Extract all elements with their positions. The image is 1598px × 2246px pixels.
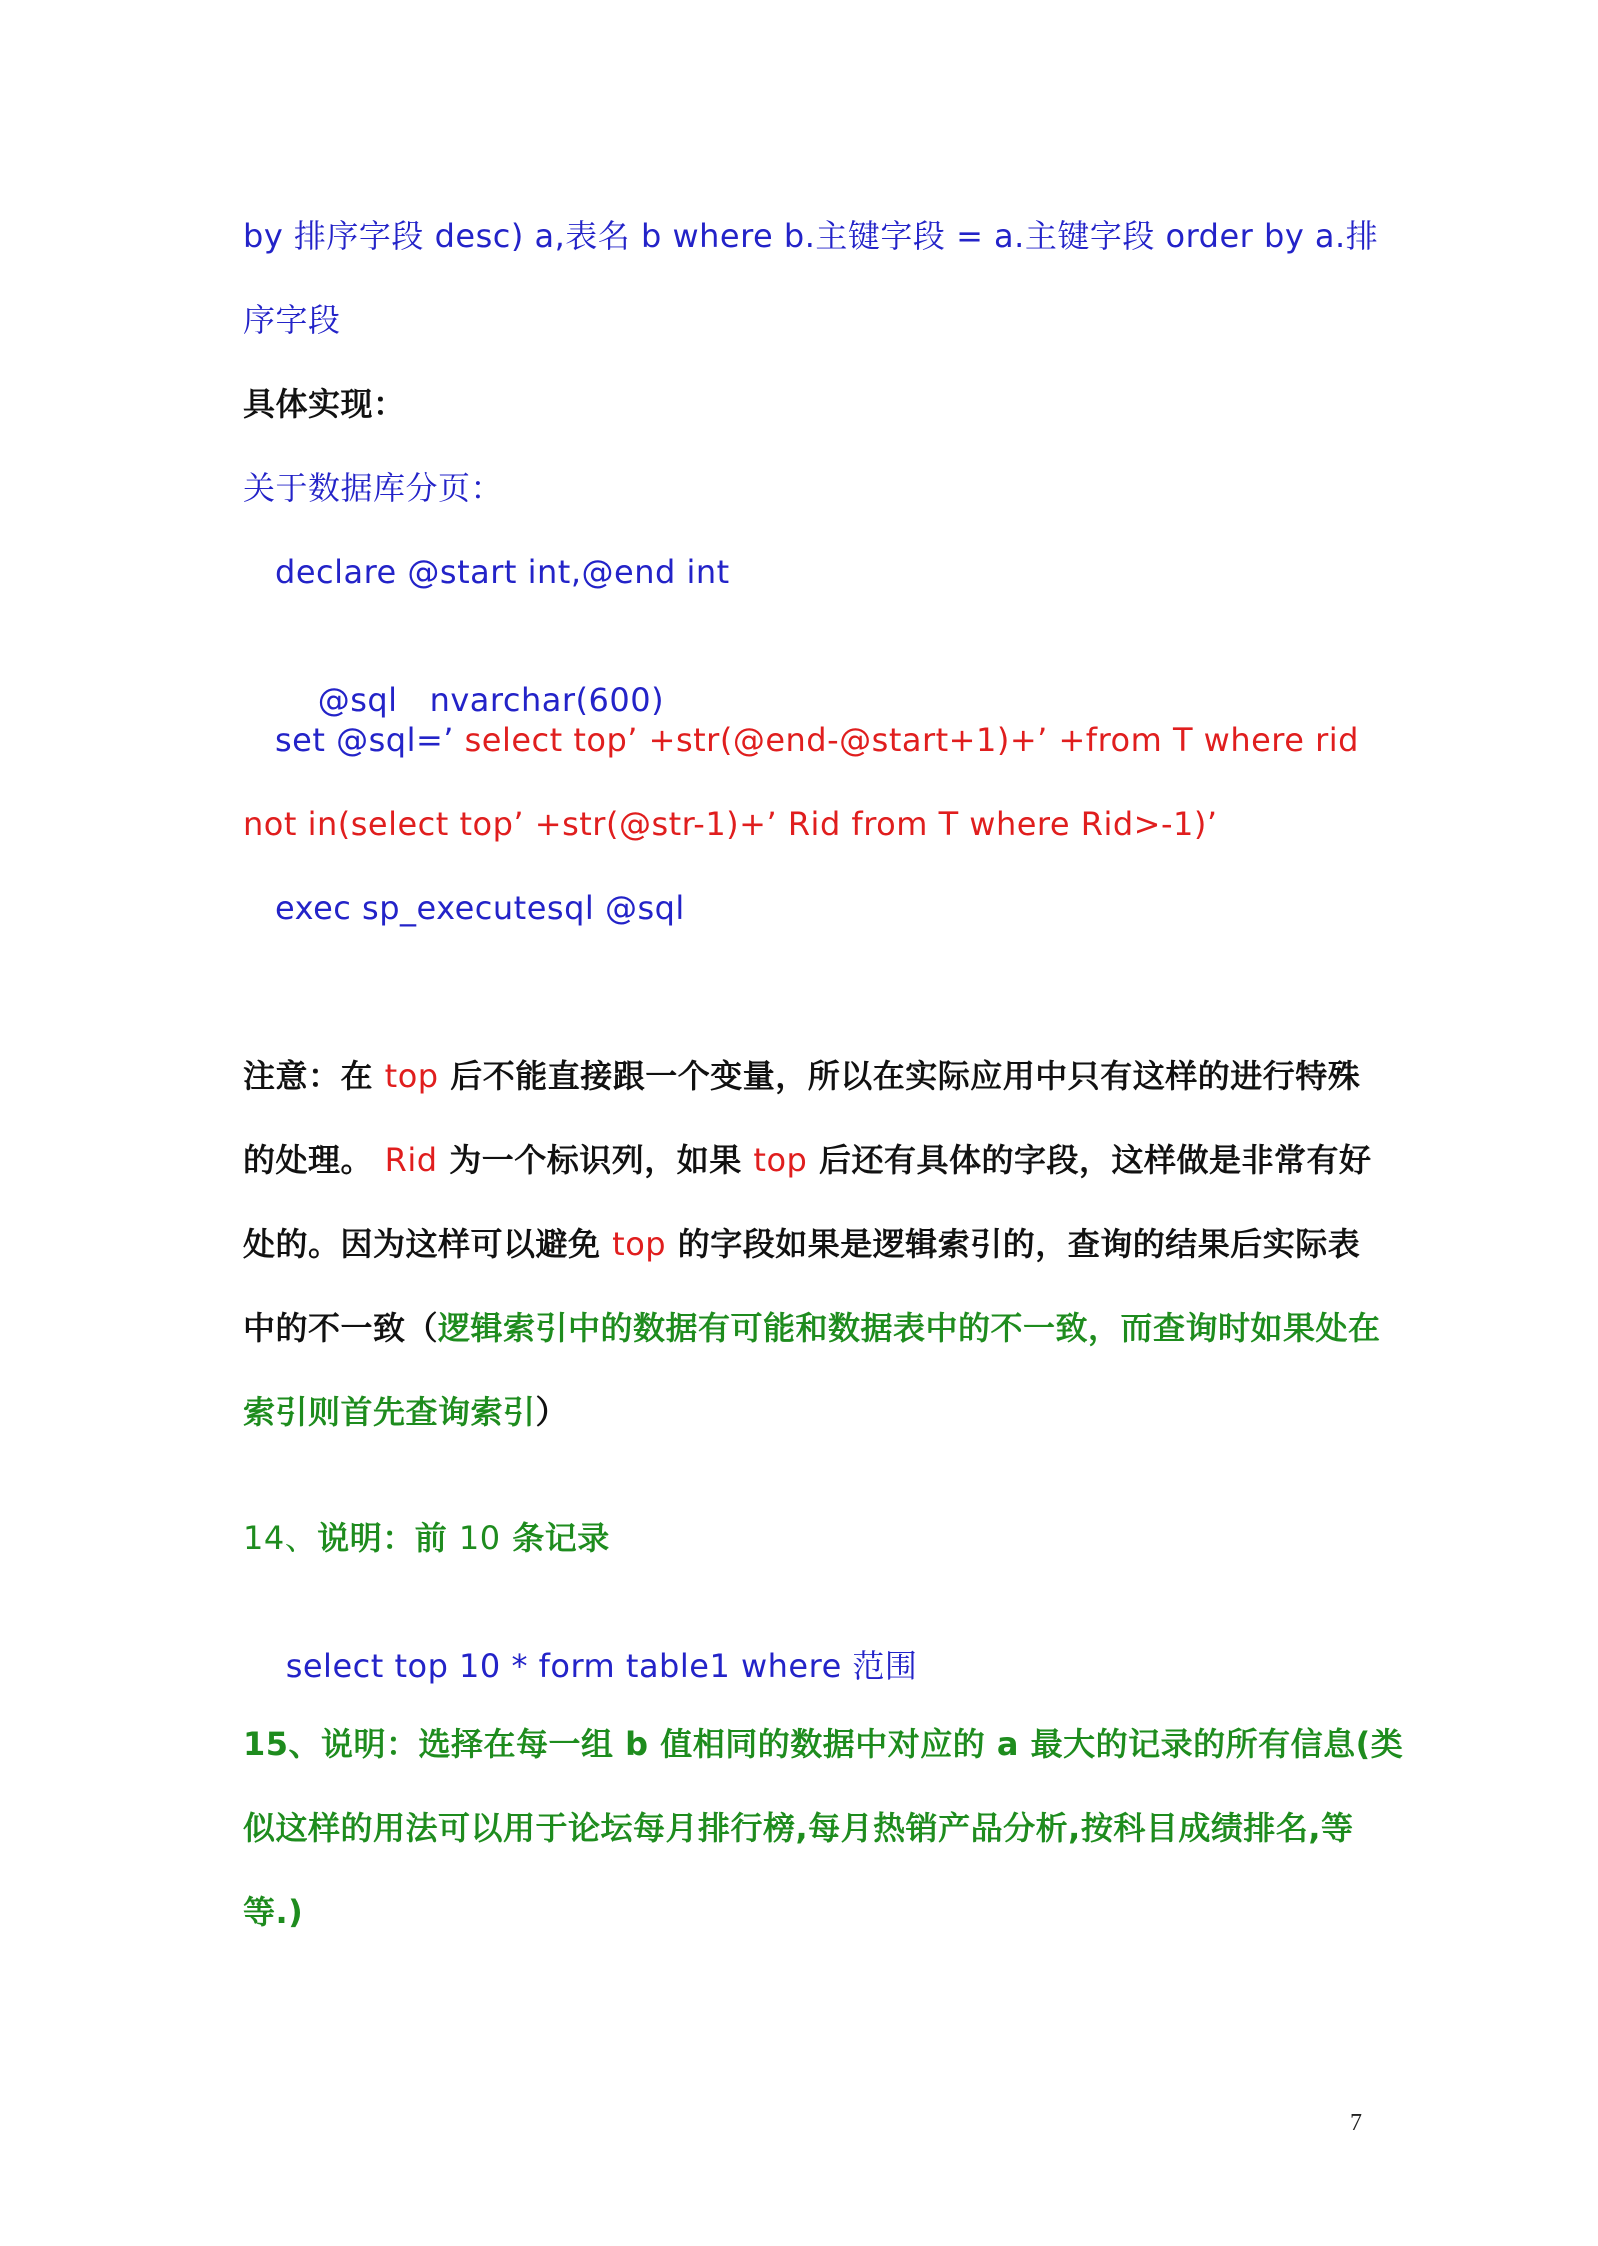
- note-line-1: [243, 1054, 1363, 1098]
- code-set-continuation-line: [243, 802, 1363, 846]
- code-set-expression: +str(@end-@start+1)+’: [648, 721, 1048, 759]
- db-paging-heading-text: 关于数据库分页：: [243, 469, 504, 507]
- code-sql-var-text: @sql nvarchar(600): [317, 681, 665, 719]
- note-text: 中的不一致（: [243, 1309, 439, 1347]
- item-14-number: 14、: [243, 1519, 318, 1557]
- code-continuation-string-1: not in(select top’: [243, 805, 525, 843]
- item-15-line-3: [243, 1890, 1363, 1934]
- sql-continuation-text: by 排序字段 desc) a,表名 b where b.主键字段 = a.主键字段 order by a.排: [243, 217, 1379, 255]
- note-line-4: [243, 1306, 1381, 1350]
- code-set-line: [275, 718, 1363, 762]
- code-declare-text: declare @start int,@end int: [275, 553, 730, 591]
- item-15-text: 等.): [243, 1893, 304, 1931]
- note-line-5: [243, 1390, 1363, 1434]
- note-line-2: [243, 1138, 1372, 1182]
- item-14-code-text: select top 10 * form table1 where 范围: [285, 1647, 918, 1685]
- item-15-text: 15、说明：选择在每一组 b 值相同的数据中对应的 a 最大的记录的所有信息(类: [243, 1725, 1404, 1763]
- item-15-line-2: [243, 1806, 1363, 1850]
- item-14-count: 10: [458, 1519, 501, 1557]
- code-set-string-1: select top’: [464, 721, 638, 759]
- note-text: 的处理。: [243, 1141, 374, 1179]
- code-set-string-2: +from T where rid: [1058, 721, 1359, 759]
- code-declare-line: [275, 550, 1363, 594]
- note-text: 后还有具体的字段，这样做是非常有好: [818, 1141, 1372, 1179]
- note-keyword-top: top: [612, 1225, 667, 1263]
- item-14-code-line: [243, 1600, 1363, 1732]
- code-set-prefix: set @sql=’: [275, 721, 454, 759]
- sql-continuation-line-2: [243, 298, 1363, 342]
- note-text: ）: [535, 1393, 569, 1431]
- item-14-heading-rest: 条记录: [512, 1519, 610, 1557]
- note-text: 为一个标识列，如果: [449, 1141, 742, 1179]
- db-paging-heading: [243, 466, 1363, 510]
- note-text: 注意：在: [243, 1057, 374, 1095]
- note-text: 的字段如果是逻辑索引的，查询的结果后实际表: [677, 1225, 1361, 1263]
- page-number: 7: [1350, 2110, 1362, 2136]
- note-keyword-top: top: [753, 1141, 808, 1179]
- implementation-heading-text: 具体实现：: [243, 385, 406, 423]
- item-15-text: 似这样的用法可以用于论坛每月排行榜,每月热销产品分析,按科目成绩排名,等: [243, 1809, 1354, 1847]
- note-green-text: 索引则首先查询索引: [243, 1393, 536, 1431]
- note-green-text: 逻辑索引中的数据有可能和数据表中的不一致，而查询时如果处在: [438, 1309, 1381, 1347]
- implementation-heading: [243, 382, 1363, 426]
- note-text: 处的。因为这样可以避免: [243, 1225, 601, 1263]
- code-exec-text: exec sp_executesql @sql: [275, 889, 685, 927]
- note-keyword-top: top: [384, 1057, 439, 1095]
- sql-continuation-text-2: 序字段: [243, 301, 341, 339]
- note-line-3: [243, 1222, 1363, 1266]
- item-14-heading: [243, 1516, 1363, 1560]
- code-continuation-expression: +str(@str-1)+’: [534, 805, 778, 843]
- note-text: 后不能直接跟一个变量，所以在实际应用中只有这样的进行特殊: [450, 1057, 1361, 1095]
- code-continuation-string-2: Rid from T where Rid>-1)’: [787, 805, 1218, 843]
- item-14-heading-text: 说明：前: [317, 1519, 448, 1557]
- sql-continuation-line-1: [243, 214, 1379, 258]
- item-15-line-1: [243, 1722, 1404, 1766]
- code-exec-line: [275, 886, 1363, 930]
- note-keyword-rid: Rid: [384, 1141, 438, 1179]
